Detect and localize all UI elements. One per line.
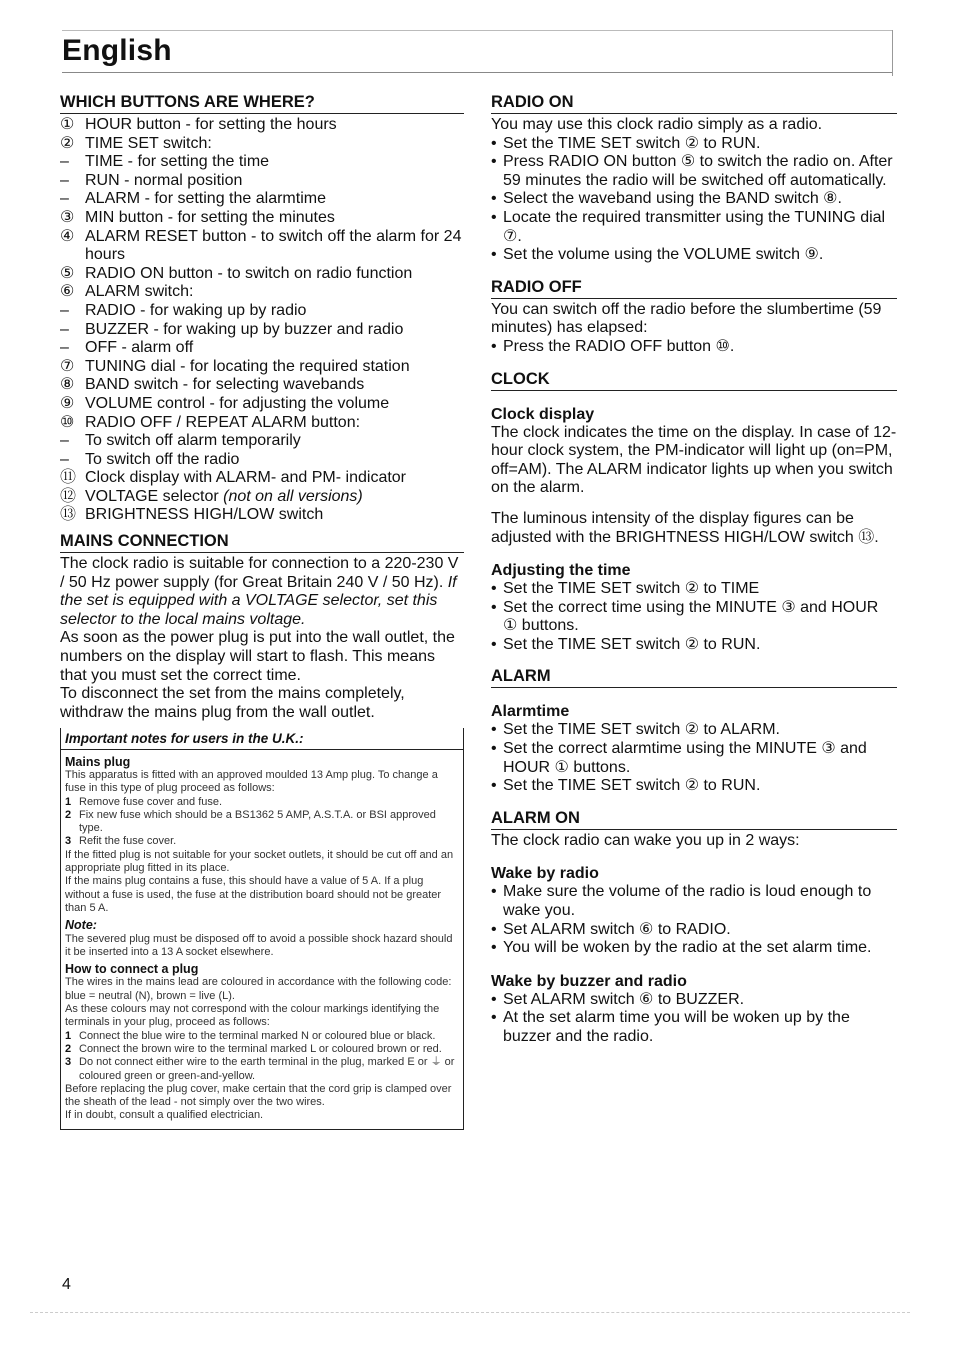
buttons-item bbox=[60, 265, 464, 284]
bottom-rule bbox=[30, 1312, 910, 1313]
bullet-text: Select the waveband using the BAND switch ⑧. bbox=[503, 190, 842, 208]
bullet-text: Press the RADIO OFF button ⑩. bbox=[503, 337, 735, 355]
item-text-italic: (not on all versions) bbox=[223, 487, 363, 505]
item-text: TUNING dial - for locating the required station bbox=[85, 357, 410, 375]
alarm-heading: ALARM bbox=[491, 666, 897, 688]
item-text: RADIO OFF / REPEAT ALARM button: bbox=[85, 413, 361, 431]
mains-paragraph-3: To disconnect the set from the mains completely, withdraw the mains plug from the wall outlet. bbox=[60, 685, 405, 721]
bullet-icon: • bbox=[491, 920, 497, 938]
item-marker: – bbox=[60, 432, 69, 450]
item-text: RADIO - for waking up by radio bbox=[85, 301, 307, 319]
step-item bbox=[65, 1056, 459, 1083]
bullet-item bbox=[491, 580, 897, 599]
item-marker: – bbox=[60, 190, 69, 208]
bullet-item bbox=[491, 599, 897, 636]
bullet-item bbox=[491, 740, 897, 777]
bullet-icon: • bbox=[491, 134, 497, 152]
step-text: Connect the brown wire to the terminal marked L or coloured brown or red. bbox=[79, 1042, 442, 1055]
item-text: HOUR button - for setting the hours bbox=[85, 116, 337, 133]
item-text: ALARM - for setting the alarmtime bbox=[85, 190, 326, 208]
bullet-text: Set the TIME SET switch ② to ALARM. bbox=[503, 721, 780, 739]
bullet-item bbox=[491, 190, 897, 209]
buttons-item bbox=[60, 432, 464, 451]
clock-display-heading: Clock display bbox=[491, 405, 595, 423]
bullet-text: Set the TIME SET switch ② to RUN. bbox=[503, 777, 761, 795]
item-text: To switch off the radio bbox=[85, 450, 240, 468]
bullet-icon: • bbox=[491, 598, 497, 616]
item-marker: – bbox=[60, 301, 69, 319]
bullet-item bbox=[491, 153, 897, 190]
item-marker: ⑬ bbox=[60, 506, 77, 524]
wake-radio-bullets bbox=[491, 883, 897, 957]
step-text: Connect the blue wire to the terminal marked N or coloured blue or black. bbox=[79, 1029, 436, 1042]
buttons-item bbox=[60, 209, 464, 228]
buttons-item bbox=[60, 339, 464, 358]
wake-buzzer-heading: Wake by buzzer and radio bbox=[491, 972, 687, 990]
bullet-item bbox=[491, 246, 897, 265]
step-text: Do not connect either wire to the earth terminal in the plug, marked E or ⏚ or coloured green or green-and-yellow. bbox=[79, 1056, 455, 1082]
item-text: BAND switch - for selecting wavebands bbox=[85, 376, 365, 394]
top-rule bbox=[62, 72, 892, 73]
item-marker: ⑩ bbox=[60, 413, 75, 431]
mains-heading: MAINS CONNECTION bbox=[60, 531, 464, 553]
item-text: RUN - normal position bbox=[85, 171, 243, 189]
item-marker: ⑫ bbox=[60, 487, 77, 505]
mains-voltage-note: If the set is equipped with a VOLTAGE selector, set this selector to the local mains voltage. bbox=[60, 573, 457, 628]
bullet-item bbox=[491, 636, 897, 655]
bullet-icon: • bbox=[491, 883, 497, 901]
margin-mark bbox=[892, 30, 893, 76]
buttons-item bbox=[60, 302, 464, 321]
item-marker: – bbox=[60, 171, 69, 189]
uk-notes-title: Important notes for users in the U.K.: bbox=[61, 732, 463, 749]
bullet-icon: • bbox=[491, 721, 497, 739]
item-marker: – bbox=[60, 320, 69, 338]
radio-off-intro: You can switch off the radio before the slumbertime (59 minutes) has elapsed: bbox=[491, 300, 882, 337]
item-marker: ④ bbox=[60, 227, 75, 245]
connect-paragraph-3: Before replacing the plug cover, make certain that the cord grip is clamped over the sheath of the lead - not simply over the two wires. bbox=[65, 1082, 452, 1109]
item-text: ALARM switch: bbox=[85, 283, 194, 301]
bullet-icon: • bbox=[491, 153, 497, 171]
uk-notes-box bbox=[60, 728, 464, 1129]
bullet-text: At the set alarm time you will be woken up by the buzzer and the radio. bbox=[503, 1009, 850, 1045]
item-marker: ⑤ bbox=[60, 264, 75, 282]
plug-steps bbox=[65, 796, 459, 849]
item-text: TIME SET switch: bbox=[85, 134, 212, 152]
bullet-text: Locate the required transmitter using the TUNING dial ⑦. bbox=[503, 208, 886, 245]
right-column bbox=[491, 92, 897, 1047]
bullet-text: Set the TIME SET switch ② to RUN. bbox=[503, 635, 761, 653]
item-text: VOLTAGE selector bbox=[85, 487, 224, 505]
step-text: Refit the fuse cover. bbox=[79, 835, 177, 848]
radio-on-heading: RADIO ON bbox=[491, 92, 897, 114]
bullet-item bbox=[491, 921, 897, 940]
connect-paragraph-4: If in doubt, consult a qualified electrician. bbox=[65, 1109, 264, 1122]
bullet-text: Set the correct time using the MINUTE ③ and HOUR ① buttons. bbox=[503, 598, 879, 635]
buttons-item bbox=[60, 190, 464, 209]
clock-heading: CLOCK bbox=[491, 369, 897, 391]
item-text: OFF - alarm off bbox=[85, 339, 194, 357]
bullet-text: You will be woken by the radio at the set alarm time. bbox=[503, 939, 872, 957]
connect-steps bbox=[65, 1030, 459, 1083]
buttons-item bbox=[60, 358, 464, 377]
bullet-icon: • bbox=[491, 190, 497, 208]
item-text: RADIO ON button - to switch on radio function bbox=[85, 264, 413, 282]
mains-plug-text: This apparatus is fitted with an approved moulded 13 Amp plug. To change a fuse in this type of plug proceed as follows: bbox=[65, 769, 438, 795]
buttons-item-voltage bbox=[60, 488, 464, 507]
bullet-icon: • bbox=[491, 208, 497, 226]
buttons-item bbox=[60, 376, 464, 395]
item-text: To switch off alarm temporarily bbox=[85, 432, 301, 450]
buttons-item bbox=[60, 451, 464, 470]
connect-heading: How to connect a plug bbox=[65, 962, 199, 977]
buttons-item bbox=[60, 135, 464, 154]
bullet-icon: • bbox=[491, 939, 497, 957]
mains-paragraph-2: As soon as the power plug is put into the wall outlet, the numbers on the display will start to flash. This means that you must set the correct time. bbox=[60, 629, 455, 684]
item-text: ALARM RESET button - to switch off the alarm for 24 hours bbox=[85, 227, 462, 264]
step-text: Remove fuse cover and fuse. bbox=[79, 795, 223, 808]
note-text: The severed plug must be disposed off to avoid a possible shock hazard should it be inserted into a 13 A socket elsewhere. bbox=[65, 932, 453, 958]
bullet-icon: • bbox=[491, 740, 497, 758]
bullet-text: Set the correct alarmtime using the MINUTE ③ and HOUR ① buttons. bbox=[503, 740, 867, 776]
clock-brightness-paragraph: The luminous intensity of the display figures can be adjusted with the BRIGHTNESS HIGH/LOW switch ⑬. bbox=[491, 509, 879, 546]
connect-text: The wires in the mains lead are coloured in accordance with the following code: blue = neutral (N), brown = live (L). bbox=[65, 976, 452, 1002]
adjust-time-heading: Adjusting the time bbox=[491, 562, 631, 580]
bullet-item bbox=[491, 777, 897, 796]
radio-off-heading: RADIO OFF bbox=[491, 277, 897, 299]
step-item bbox=[65, 809, 459, 836]
bullet-text: Set the TIME SET switch ② to TIME bbox=[503, 580, 760, 598]
step-number: 2 bbox=[65, 1042, 72, 1055]
item-text: BUZZER - for waking up by buzzer and radio bbox=[85, 320, 404, 338]
item-marker: ⑦ bbox=[60, 357, 75, 375]
item-marker: – bbox=[60, 153, 69, 171]
alarmtime-bullets bbox=[491, 721, 897, 795]
step-text: Fix new fuse which should be a BS1362 5 AMP, A.S.T.A. or BSI approved type. bbox=[79, 808, 436, 835]
buttons-item bbox=[60, 395, 464, 414]
buttons-item bbox=[60, 228, 464, 265]
buttons-item bbox=[60, 283, 464, 302]
radio-on-intro: You may use this clock radio simply as a radio. bbox=[491, 116, 823, 133]
alarm-on-intro: The clock radio can wake you up in 2 ways: bbox=[491, 831, 800, 849]
plug-paragraph-2: If the fitted plug is not suitable for your socket outlets, it should be cut off and an appropriate plug fitted in its place. bbox=[65, 848, 454, 875]
bullet-text: Press RADIO ON button ⑤ to switch the radio on. After 59 minutes the radio will be switched off automatically. bbox=[503, 153, 893, 189]
item-text: BRIGHTNESS HIGH/LOW switch bbox=[85, 506, 324, 524]
bullet-icon: • bbox=[491, 1009, 497, 1027]
alarmtime-heading: Alarmtime bbox=[491, 703, 570, 721]
bullet-item bbox=[491, 135, 897, 154]
buttons-list bbox=[60, 116, 464, 488]
radio-off-bullets bbox=[491, 338, 897, 357]
step-item bbox=[65, 1030, 459, 1043]
radio-on-bullets bbox=[491, 135, 897, 265]
item-text: Clock display with ALARM- and PM- indicator bbox=[85, 469, 407, 487]
item-text: MIN button - for setting the minutes bbox=[85, 208, 335, 226]
bullet-icon: • bbox=[491, 777, 497, 795]
step-item bbox=[65, 796, 459, 809]
step-item bbox=[65, 835, 459, 848]
connect-paragraph-2: As these colours may not correspond with the colour markings identifying the terminals in your plug, proceed as follows: bbox=[65, 1003, 440, 1029]
bullet-item bbox=[491, 721, 897, 740]
bullet-text: Set ALARM switch ⑥ to BUZZER. bbox=[503, 990, 745, 1008]
page-title: English bbox=[62, 34, 172, 67]
bullet-text: Make sure the volume of the radio is loud enough to wake you. bbox=[503, 883, 872, 920]
mains-plug-heading: Mains plug bbox=[65, 754, 131, 769]
buttons-item-brightness bbox=[60, 506, 464, 525]
page-number: 4 bbox=[62, 1276, 71, 1293]
top-rule-upper bbox=[62, 30, 892, 31]
bullet-icon: • bbox=[491, 246, 497, 264]
item-marker: ② bbox=[60, 134, 75, 152]
step-number: 1 bbox=[65, 1029, 72, 1042]
bullet-item bbox=[491, 1009, 897, 1046]
item-marker: ① bbox=[60, 116, 75, 133]
left-column bbox=[60, 92, 464, 1130]
step-number: 3 bbox=[65, 835, 72, 848]
wake-radio-heading: Wake by radio bbox=[491, 865, 599, 883]
buttons-item bbox=[60, 116, 464, 135]
buttons-item bbox=[60, 172, 464, 191]
mains-paragraph: The clock radio is suitable for connection to a 220-230 V / 50 Hz power supply (for Great Britain 240 V / 50 Hz). If the set is equipped with a VOLTAGE selector, set this selector to the local mains voltage. bbox=[60, 555, 459, 628]
item-text: TIME - for setting the time bbox=[85, 153, 270, 171]
bullet-text: Set the volume using the VOLUME switch ⑨. bbox=[503, 246, 824, 264]
buttons-item bbox=[60, 469, 464, 488]
buttons-item bbox=[60, 321, 464, 340]
bullet-item bbox=[491, 883, 897, 920]
bullet-item bbox=[491, 991, 897, 1010]
item-marker: – bbox=[60, 450, 69, 468]
item-marker: ⑪ bbox=[60, 469, 77, 487]
bullet-text: Set the TIME SET switch ② to RUN. bbox=[503, 134, 761, 152]
item-marker: ⑧ bbox=[60, 376, 75, 394]
item-marker: – bbox=[60, 339, 69, 357]
buttons-heading: WHICH BUTTONS ARE WHERE? bbox=[60, 92, 464, 114]
wake-buzzer-bullets bbox=[491, 991, 897, 1047]
adjust-time-bullets bbox=[491, 580, 897, 654]
step-item bbox=[65, 1043, 459, 1056]
plug-paragraph-3: If the mains plug contains a fuse, this should have a value of 5 A. If a plug without a fuse is used, the fuse at the distribution board should not be greater than 5 A. bbox=[65, 875, 442, 914]
bullet-icon: • bbox=[491, 337, 497, 355]
item-text: VOLUME control - for adjusting the volume bbox=[85, 394, 390, 412]
item-marker: ③ bbox=[60, 208, 75, 226]
bullet-icon: • bbox=[491, 580, 497, 598]
bullet-text: Set ALARM switch ⑥ to RADIO. bbox=[503, 920, 731, 938]
note-heading: Note: bbox=[65, 918, 97, 933]
step-number: 2 bbox=[65, 808, 72, 821]
bullet-icon: • bbox=[491, 635, 497, 653]
bullet-item bbox=[491, 338, 897, 357]
item-marker: ⑨ bbox=[60, 394, 75, 412]
bullet-item bbox=[491, 209, 897, 246]
step-number: 3 bbox=[65, 1056, 72, 1069]
buttons-item bbox=[60, 153, 464, 172]
bullet-icon: • bbox=[491, 990, 497, 1008]
alarm-on-heading: ALARM ON bbox=[491, 808, 897, 830]
item-marker: ⑥ bbox=[60, 283, 75, 301]
buttons-item bbox=[60, 414, 464, 433]
clock-display-paragraph: The clock indicates the time on the display. In case of 12-hour clock system, the PM-indicator will light up (on=PM, off=AM). The ALARM indicator lights up when you switch on the alarm. bbox=[491, 423, 897, 497]
step-number: 1 bbox=[65, 795, 72, 808]
bullet-item bbox=[491, 939, 897, 958]
